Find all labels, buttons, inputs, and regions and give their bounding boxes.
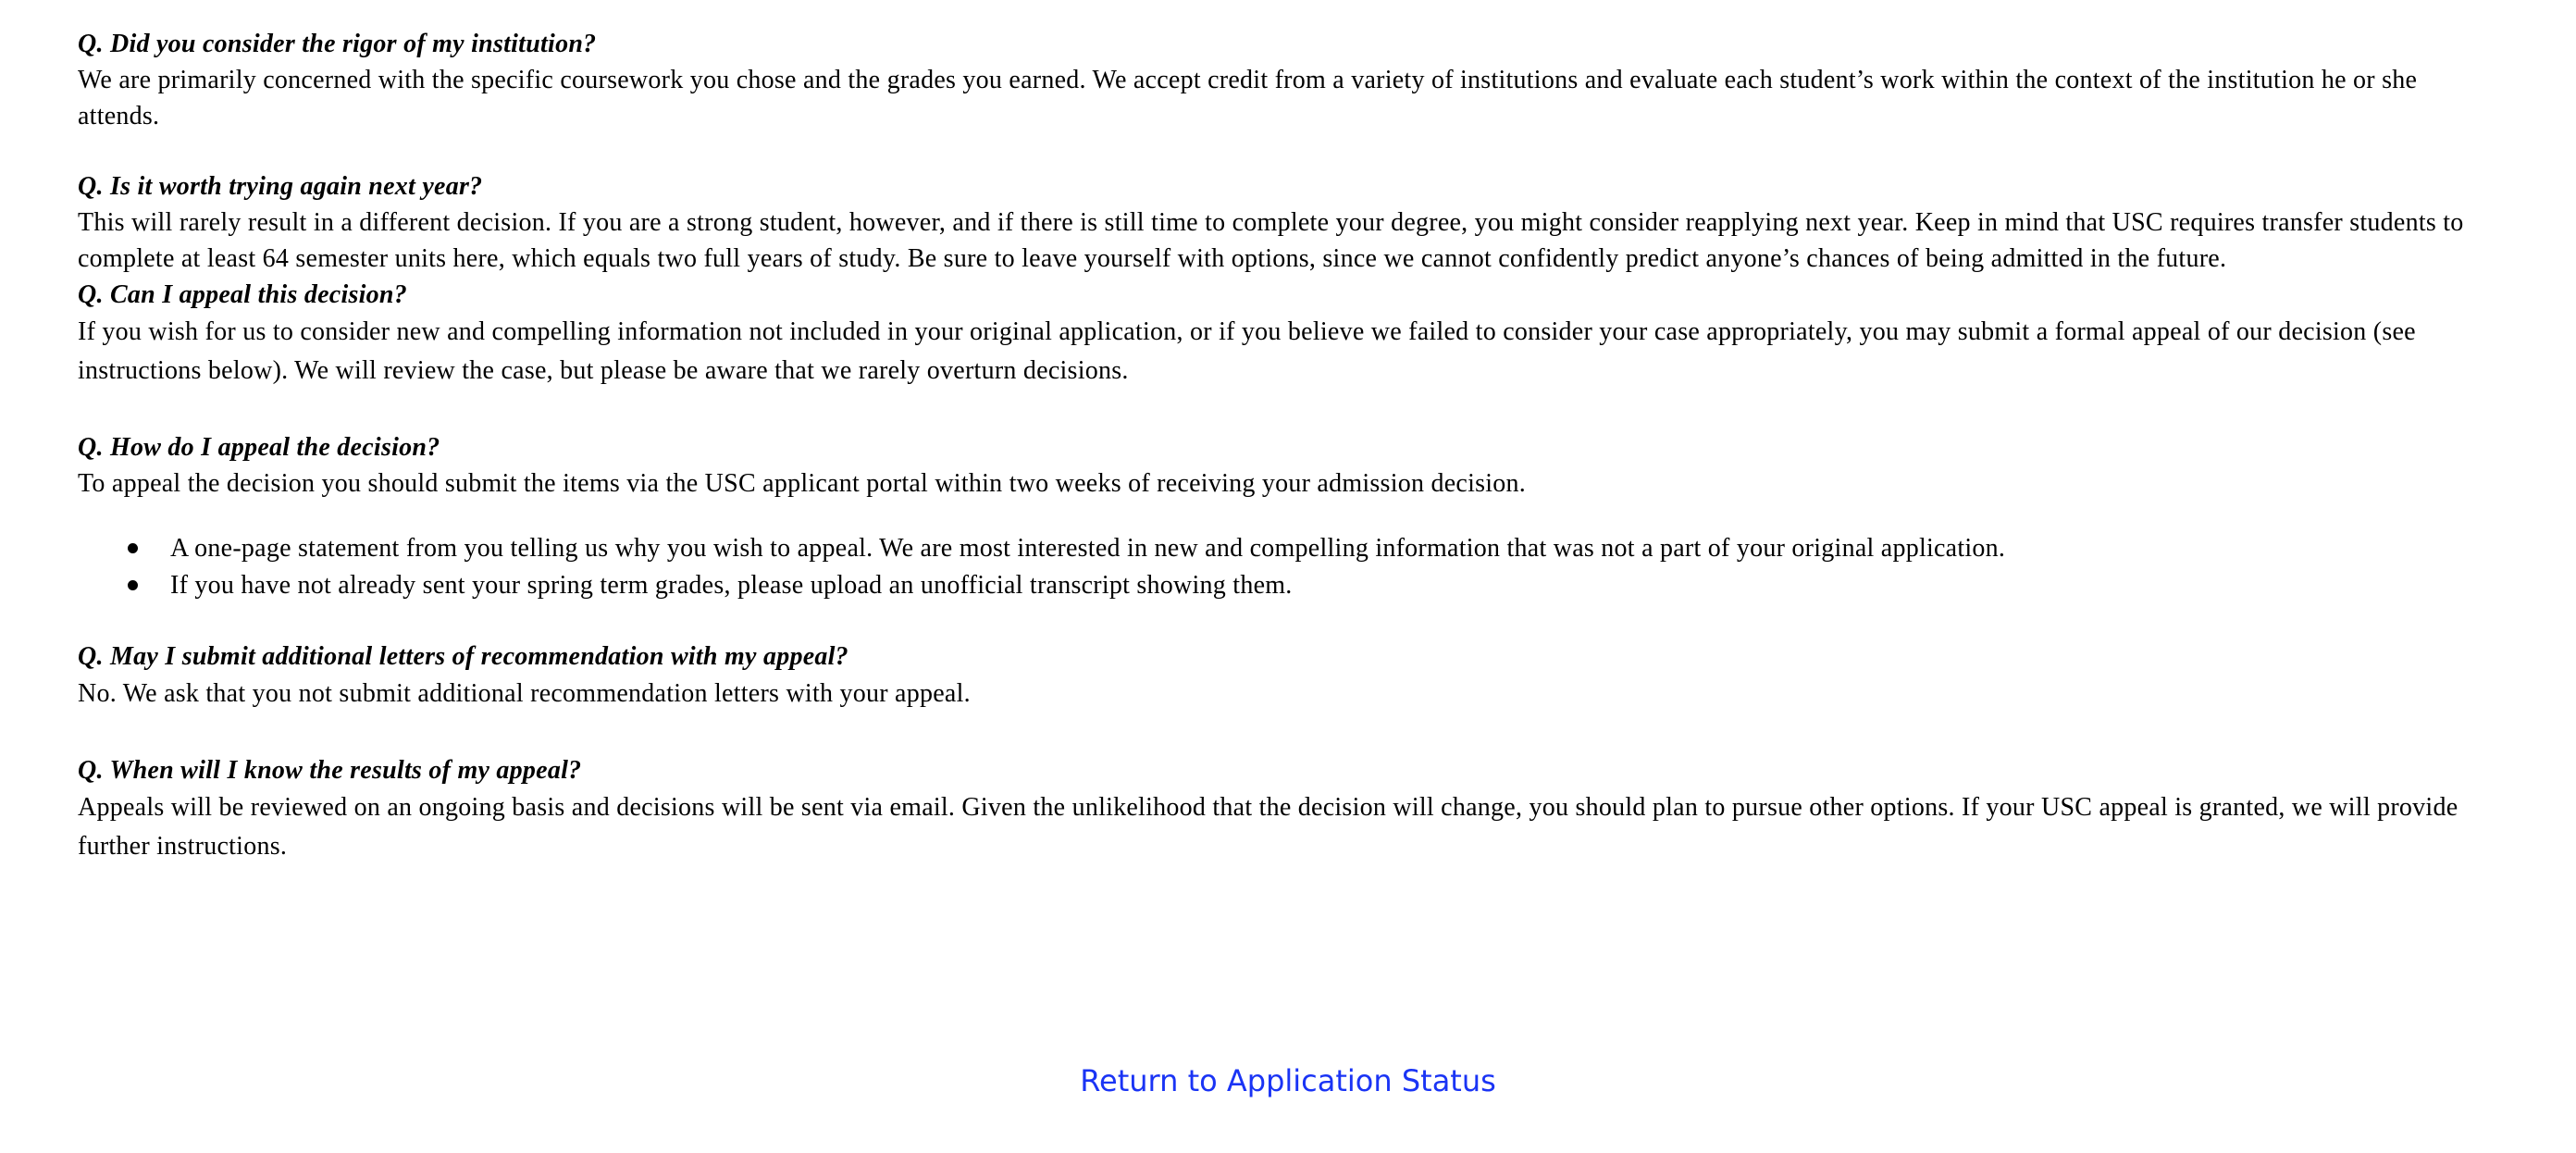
appeal-requirements-list — [78, 530, 2502, 604]
list-item — [78, 530, 2502, 567]
bullet-icon — [128, 580, 138, 590]
faq-question: Q. Is it worth trying again next year? — [78, 172, 483, 201]
bullet-icon — [128, 543, 138, 553]
list-item — [78, 567, 2502, 604]
faq-answer: This will rarely result in a different decision. If you are a strong student, however, and if there is still time to complete your degree, you might consider reapplying next year. Keep in mind that USC requires transfer students to complete at least 64 semester units here, which equals two full years of study. Be sure to leave yourself with options, since we cannot confidently predict anyone’s chances of being admitted in the future. — [78, 208, 2464, 273]
list-item-text: If you have not already sent your spring term grades, please upload an unofficial transcript showing them. — [170, 571, 1293, 600]
faq-answer: To appeal the decision you should submit the items via the USC applicant portal within two weeks of receiving your admission decision. — [78, 469, 1527, 498]
faq-answer: Appeals will be reviewed on an ongoing basis and decisions will be sent via email. Given the unlikelihood that the decision will change, you should plan to pursue other options. If your USC appeal is granted, we will provide further instructions. — [78, 793, 2458, 861]
faq-item-try-again — [78, 168, 2502, 277]
faq-item-results — [78, 752, 2502, 866]
faq-content — [78, 26, 2502, 866]
faq-item-can-appeal — [78, 277, 2502, 391]
faq-item-rigor — [78, 26, 2502, 134]
faq-item-how-appeal — [78, 429, 2502, 604]
faq-answer: If you wish for us to consider new and compelling information not included in your original application, or if you believe we failed to consider your case appropriately, you may submit a formal appeal of our decision (see instructions below). We will review the case, but please be aware that we rarely overturn decisions. — [78, 317, 2416, 385]
return-link-container — [0, 1062, 2576, 1099]
return-to-application-status-link[interactable]: Return to Application Status — [1080, 1063, 1496, 1098]
faq-question: Q. Can I appeal this decision? — [78, 280, 407, 309]
faq-answer: No. We ask that you not submit additional recommendation letters with your appeal. — [78, 679, 971, 708]
faq-question: Q. How do I appeal the decision? — [78, 433, 440, 462]
faq-question: Q. Did you consider the rigor of my institution? — [78, 30, 597, 58]
list-item-text: A one-page statement from you telling us why you wish to appeal. We are most interested in new and compelling information that was not a part of your original application. — [170, 534, 2006, 563]
faq-item-letters — [78, 638, 2502, 713]
faq-answer: We are primarily concerned with the specific coursework you chose and the grades you earned. We accept credit from a variety of institutions and evaluate each student’s work within the context of the institution he or she attends. — [78, 66, 2418, 130]
faq-question: Q. When will I know the results of my appeal? — [78, 756, 582, 785]
faq-question: Q. May I submit additional letters of recommendation with my appeal? — [78, 642, 848, 671]
